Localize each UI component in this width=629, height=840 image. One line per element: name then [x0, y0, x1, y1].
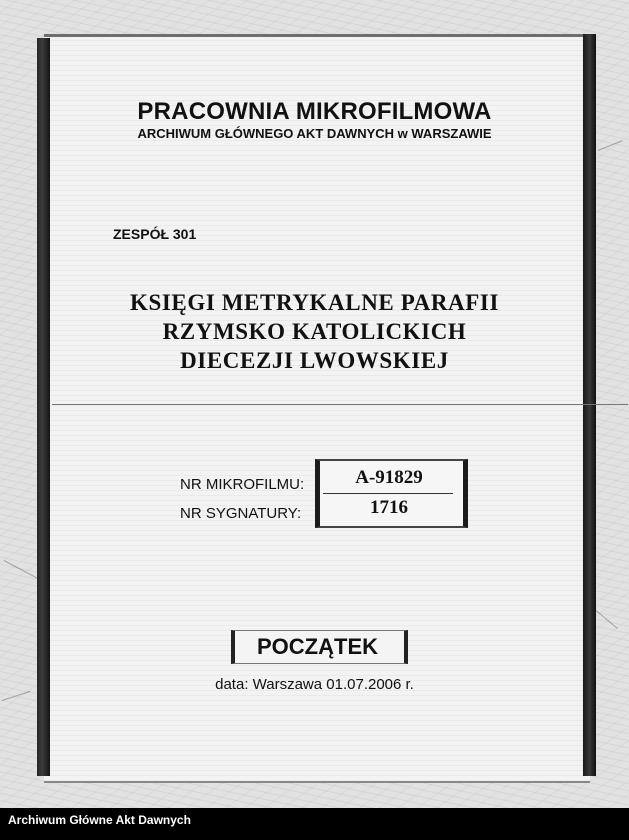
footer-archive-name: Archiwum Główne Akt Dawnych — [8, 813, 191, 827]
title-line-3: DIECEZJI LWOWSKIEJ — [180, 348, 449, 373]
header-title: PRACOWNIA MIKROFILMOWA — [137, 98, 492, 125]
microfilm-number-value: A-91829 — [355, 467, 423, 488]
header-subtitle: ARCHIWUM GŁÓWNEGO AKT DAWNYCH w WARSZAWIE — [137, 126, 492, 141]
zespol-label: ZESPÓŁ 301 — [113, 226, 197, 242]
title-line-2: RZYMSKO KATOLICKICH — [162, 319, 467, 344]
date-line: data: Warszawa 01.07.2006 r. — [215, 676, 414, 693]
number-box-divider — [323, 493, 453, 494]
signature-number-value: 1716 — [370, 497, 408, 518]
document-sheet — [44, 34, 590, 783]
signature-number-label: NR SYGNATURY: — [180, 505, 302, 522]
scan-right-edge — [583, 34, 596, 776]
microfilm-number-label: NR MIKROFILMU: — [180, 476, 305, 493]
scan-left-edge — [37, 38, 50, 776]
fold-line — [52, 404, 628, 405]
title-line-1: KSIĘGI METRYKALNE PARAFII — [129, 290, 500, 315]
start-label: POCZĄTEK — [257, 634, 378, 659]
